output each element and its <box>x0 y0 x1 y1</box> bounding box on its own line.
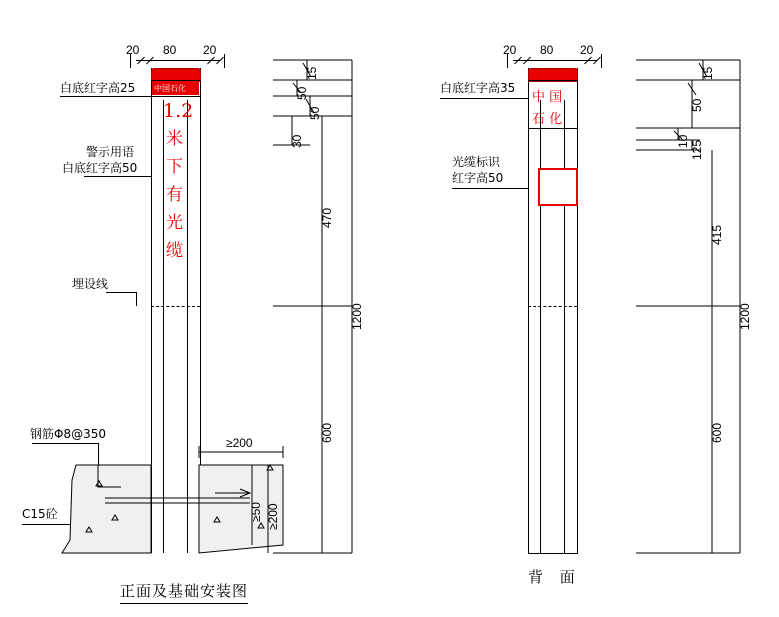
front-top-dim-20-right: 20 <box>203 43 217 57</box>
foundation-inner-label: ≥50 <box>249 502 263 522</box>
back-cap-text-line2: 石 化 <box>532 112 563 127</box>
back-view-title: 背 面 <box>528 568 581 586</box>
back-cap-label: 白底红字高35 <box>440 81 516 95</box>
front-burial-label: 埋设线 <box>72 277 109 291</box>
front-dim-1200: 1200 <box>350 303 364 330</box>
front-cap-label: 白底红字高25 <box>60 81 136 95</box>
front-warning-label-1: 警示用语 <box>86 145 135 159</box>
front-dim-15: 15 <box>305 66 319 80</box>
foundation-width-label: ≥200 <box>226 436 253 450</box>
back-dim-10: 10 <box>676 134 690 148</box>
foundation-depth-label: ≥200 <box>266 503 280 530</box>
front-top-dim-20-left: 20 <box>126 43 140 57</box>
front-dim-50b: 50 <box>308 106 322 120</box>
back-dim-125: 125 <box>690 139 704 160</box>
back-marker-label-1: 光缆标识 <box>452 155 501 169</box>
front-warning-line-1: 1.2 <box>163 100 194 122</box>
back-top-dim-20-right: 20 <box>580 43 594 57</box>
front-dim-50a: 50 <box>295 86 309 100</box>
back-dim-1200: 1200 <box>738 303 752 330</box>
front-top-dim-80: 80 <box>163 43 177 57</box>
front-warning-line-6: 缆 <box>166 241 183 261</box>
front-warning-line-3: 下 <box>166 157 183 177</box>
back-top-dim-80: 80 <box>540 43 554 57</box>
back-cap-text-line1: 中 国 <box>532 90 563 105</box>
front-view-title: 正面及基础安装图 <box>120 580 248 604</box>
front-dim-600: 600 <box>320 422 334 443</box>
front-warning-line-5: 光 <box>166 213 183 233</box>
back-dim-15: 15 <box>701 66 715 80</box>
front-dim-30: 30 <box>290 134 304 148</box>
back-dim-415: 415 <box>710 224 724 245</box>
front-concrete-label: C15砼 <box>22 507 58 521</box>
back-dim-600: 600 <box>710 422 724 443</box>
front-warning-line-4: 有 <box>166 185 183 205</box>
back-dim-50: 50 <box>690 98 704 112</box>
front-warning-label-2: 白底红字高50 <box>62 161 138 175</box>
front-cap-text: 中国石化 <box>154 84 186 93</box>
front-warning-line-2: 米 <box>166 129 183 149</box>
back-top-dim-20-left: 20 <box>503 43 517 57</box>
front-dim-470: 470 <box>320 207 334 228</box>
front-rebar-label: 钢筋Φ8@350 <box>30 427 106 441</box>
back-marker-label-2: 红字高50 <box>452 171 504 185</box>
